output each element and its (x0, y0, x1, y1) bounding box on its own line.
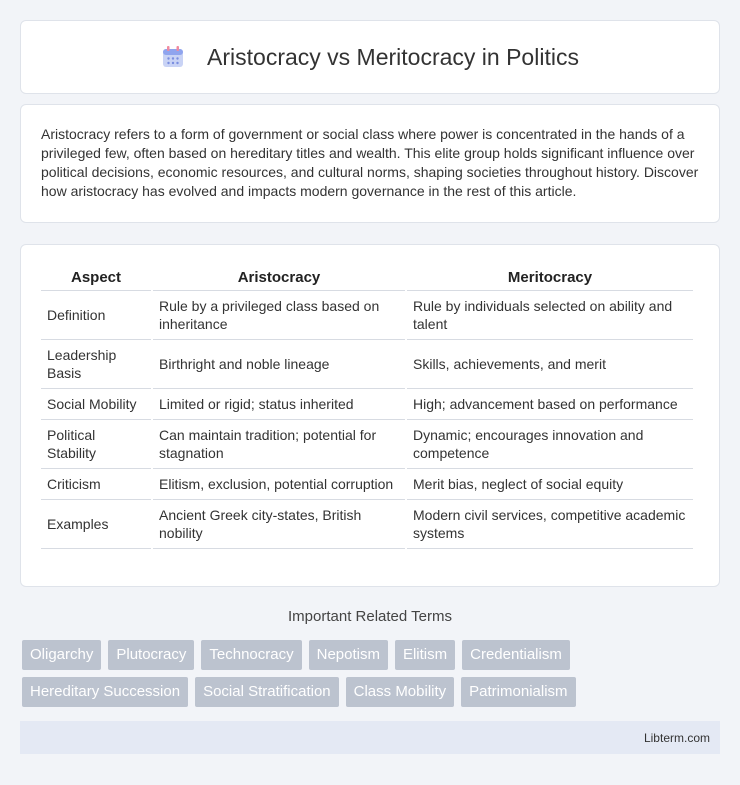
table-row (41, 500, 693, 549)
table-header-row (41, 265, 693, 291)
footer-site-link[interactable]: Libterm.com (643, 730, 710, 745)
comparison-table-card (20, 244, 720, 587)
tag-technocracy[interactable]: Technocracy (201, 640, 301, 670)
aristocracy-cell: Birthright and noble lineage (153, 340, 405, 389)
meritocracy-cell: Dynamic; encourages innovation and competence (407, 420, 693, 469)
aspect-cell: Examples (41, 500, 151, 549)
column-header-aspect: Aspect (41, 265, 151, 291)
aspect-cell: Definition (41, 291, 151, 340)
aspect-cell: Leadership Basis (41, 340, 151, 389)
tag-social-stratification[interactable]: Social Stratification (195, 677, 339, 707)
aristocracy-cell: Ancient Greek city-states, British nobility (153, 500, 405, 549)
aristocracy-cell: Limited or rigid; status inherited (153, 389, 405, 420)
meritocracy-cell: Rule by individuals selected on ability and talent (407, 291, 693, 340)
aristocracy-cell: Can maintain tradition; potential for stagnation (153, 420, 405, 469)
aristocracy-cell: Elitism, exclusion, potential corruption (153, 469, 405, 500)
aspect-cell: Criticism (41, 469, 151, 500)
intro-paragraph: Aristocracy refers to a form of government or social class where power is concentrated in the hands of a privileged few, often based on hereditary titles and wealth. This elite group holds significant influence over political decisions, economic resources, and cultural norms, shaping societies throughout history. Discover how aristocracy has evolved and impacts modern governance in the rest of this article. (41, 126, 699, 199)
tag-credentialism[interactable]: Credentialism (462, 640, 570, 670)
meritocracy-cell: Modern civil services, competitive academic systems (407, 500, 693, 549)
header-card (20, 20, 720, 94)
tag-patrimonialism[interactable]: Patrimonialism (461, 677, 575, 707)
tag-hereditary-succession[interactable]: Hereditary Succession (22, 677, 188, 707)
meritocracy-cell: Skills, achievements, and merit (407, 340, 693, 389)
column-header-meritocracy: Meritocracy (407, 265, 693, 291)
column-header-aristocracy: Aristocracy (153, 265, 405, 291)
related-terms-title: Important Related Terms (288, 608, 452, 625)
comparison-table (39, 265, 695, 549)
tag-class-mobility[interactable]: Class Mobility (346, 677, 455, 707)
calendar-icon (161, 45, 185, 69)
tag-oligarchy[interactable]: Oligarchy (22, 640, 101, 670)
footer (20, 721, 720, 754)
tag-plutocracy[interactable]: Plutocracy (108, 640, 194, 670)
table-row (41, 389, 693, 420)
aristocracy-cell: Rule by a privileged class based on inheritance (153, 291, 405, 340)
page-title: Aristocracy vs Meritocracy in Politics (207, 43, 579, 70)
table-row (41, 340, 693, 389)
table-row (41, 420, 693, 469)
table-row (41, 291, 693, 340)
aspect-cell: Political Stability (41, 420, 151, 469)
aspect-cell: Social Mobility (41, 389, 151, 420)
table-row (41, 469, 693, 500)
intro-card (20, 104, 720, 223)
related-terms-tags (22, 640, 722, 707)
meritocracy-cell: High; advancement based on performance (407, 389, 693, 420)
meritocracy-cell: Merit bias, neglect of social equity (407, 469, 693, 500)
tag-nepotism[interactable]: Nepotism (309, 640, 388, 670)
tag-elitism[interactable]: Elitism (395, 640, 455, 670)
